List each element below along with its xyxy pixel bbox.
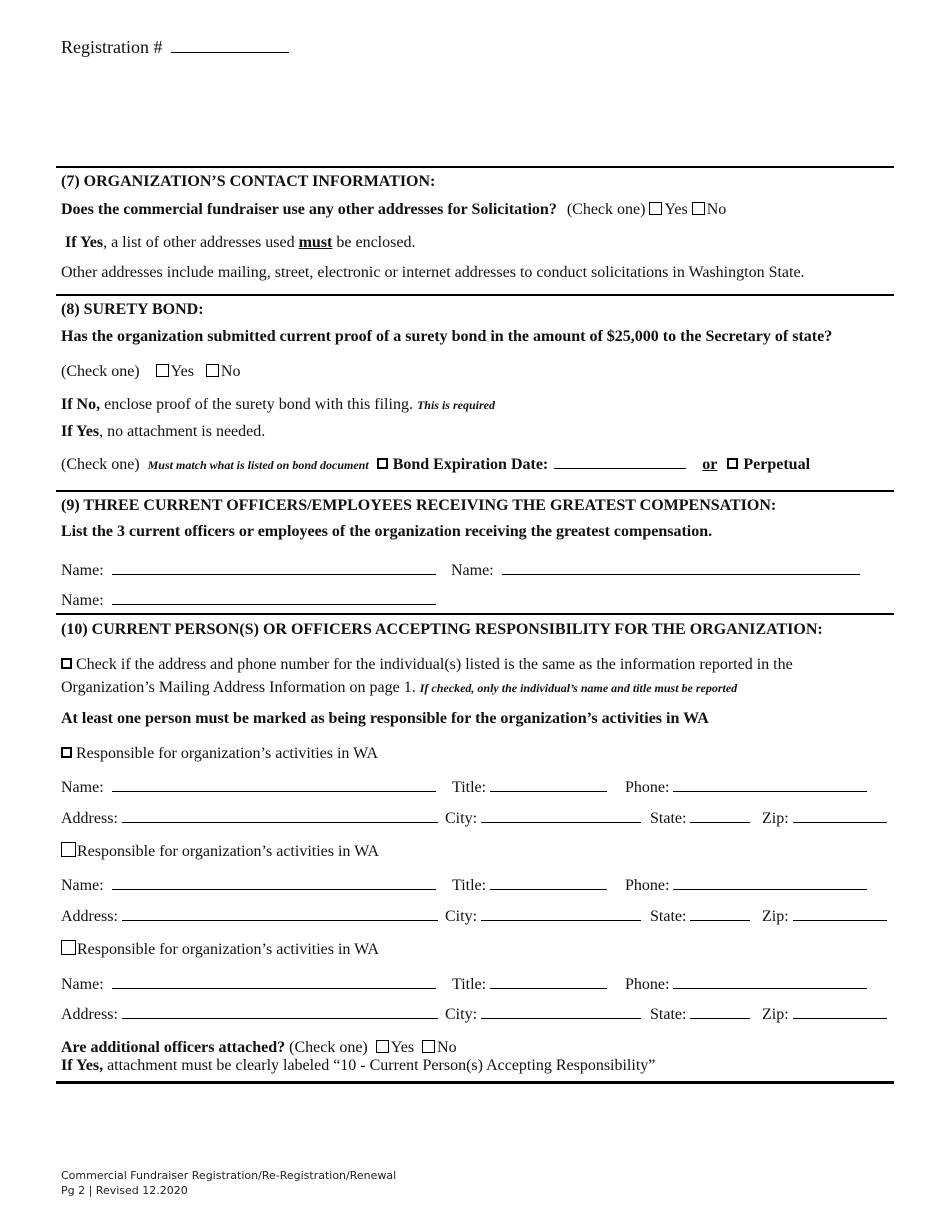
state-label: State: <box>650 810 687 827</box>
person-3-responsible-row <box>61 940 379 960</box>
person-1-state-row <box>650 807 750 829</box>
person-2-state-row <box>650 905 750 927</box>
s8-or: or <box>702 456 718 473</box>
person-3-title-row <box>452 973 607 995</box>
same-address-checkbox[interactable] <box>61 658 72 669</box>
zip-label: Zip: <box>762 908 789 925</box>
s7-question: Does the commercial fundraiser use any other addresses for Solicitation? <box>61 201 557 218</box>
address-label: Address: <box>61 810 118 827</box>
person-1-title-row <box>452 776 607 798</box>
s7-note: Other addresses include mailing, street, electronic or internet addresses to conduct solicitations in Washington State. <box>61 264 805 281</box>
s9-name-row-1b <box>451 559 860 581</box>
zip-label: Zip: <box>762 810 789 827</box>
s9-subtitle: List the 3 current officers or employees of the organization receiving the greatest compensation. <box>61 523 713 540</box>
person-3-state-field[interactable] <box>690 1003 750 1019</box>
s8-yes-label: Yes <box>170 363 194 380</box>
person-1-zip-row <box>762 807 887 829</box>
person-1-city-row <box>445 807 641 829</box>
s10-check-line1: Check if the address and phone number for the individual(s) listed is the same as the information reported in the <box>76 656 793 673</box>
address-label: Address: <box>61 1006 118 1023</box>
s8-if-no-bold: If No, <box>61 396 101 413</box>
person-1-address-row <box>61 807 438 829</box>
divider <box>56 490 894 492</box>
section-7-title: (7) ORGANIZATION’S CONTACT INFORMATION: <box>61 173 436 190</box>
person-1-name-field[interactable] <box>112 776 436 792</box>
responsible-label: Responsible for organization’s activities in WA <box>77 941 380 958</box>
s8-if-no-text: enclose proof of the surety bond with this filing. <box>100 396 417 413</box>
s7-if-yes-b: be enclosed. <box>332 234 416 251</box>
additional-yes-checkbox[interactable] <box>376 1040 389 1053</box>
bond-expiration-label: Bond Expiration Date: <box>392 456 549 473</box>
person-2-phone-field[interactable] <box>673 874 867 890</box>
additional-check-one: (Check one) <box>289 1039 368 1056</box>
perpetual-checkbox[interactable] <box>727 458 738 469</box>
person-3-name-row <box>61 973 436 995</box>
registration-number-row <box>61 36 289 58</box>
person-2-title-row <box>452 874 607 896</box>
s8-bond-row <box>61 453 810 475</box>
person-2-address-row <box>61 905 438 927</box>
divider <box>56 166 894 168</box>
city-label: City: <box>445 810 478 827</box>
s8-question: Has the organization submitted current proof of a surety bond in the amount of $25,000 to the Secretary of state? <box>61 328 833 345</box>
s9-name-field-2[interactable] <box>502 559 860 575</box>
s10-check-line2: Organization’s Mailing Address Information on page 1. <box>61 679 420 696</box>
responsible-label: Responsible for organization’s activities in WA <box>76 745 379 762</box>
additional-no-checkbox[interactable] <box>422 1040 435 1053</box>
registration-number-field[interactable] <box>171 37 289 53</box>
person-3-phone-field[interactable] <box>673 973 867 989</box>
phone-label: Phone: <box>625 877 670 894</box>
person-3-title-field[interactable] <box>490 973 607 989</box>
s9-name-row-1a <box>61 559 436 581</box>
person-3-city-field[interactable] <box>481 1003 641 1019</box>
person-2-name-field[interactable] <box>112 874 436 890</box>
person-3-zip-row <box>762 1003 887 1025</box>
s7-yes-label: Yes <box>664 201 688 218</box>
divider <box>56 1081 894 1084</box>
s8-if-no-row <box>61 395 495 415</box>
s7-no-checkbox[interactable] <box>692 202 705 215</box>
name-label: Name: <box>61 877 104 894</box>
title-label: Title: <box>452 877 487 894</box>
person-1-city-field[interactable] <box>481 807 641 823</box>
section-10-title: (10) CURRENT PERSON(S) OR OFFICERS ACCEPTING RESPONSIBILITY FOR THE ORGANIZATION: <box>61 621 823 638</box>
phone-label: Phone: <box>625 779 670 796</box>
s8-no-checkbox[interactable] <box>206 364 219 377</box>
s8-yes-checkbox[interactable] <box>156 364 169 377</box>
footer-line-1: Commercial Fundraiser Registration/Re-Registration/Renewal <box>61 1169 397 1182</box>
title-label: Title: <box>452 779 487 796</box>
s9-name-label: Name: <box>61 592 104 609</box>
person-3-address-field[interactable] <box>122 1003 438 1019</box>
city-label: City: <box>445 908 478 925</box>
s7-must: must <box>298 234 333 251</box>
name-label: Name: <box>61 976 104 993</box>
s9-name-field-3[interactable] <box>112 589 436 605</box>
additional-no-label: No <box>437 1039 457 1056</box>
person-2-name-row <box>61 874 436 896</box>
s8-if-yes-bold: If Yes <box>61 423 100 440</box>
divider <box>56 294 894 296</box>
person-3-phone-row <box>625 973 867 995</box>
person-3-zip-field[interactable] <box>793 1003 887 1019</box>
s7-if-yes-bold: If Yes <box>65 234 104 251</box>
s8-must-match: Must match what is listed on bond document <box>147 458 369 472</box>
s9-name-label: Name: <box>61 562 104 579</box>
person-2-title-field[interactable] <box>490 874 607 890</box>
s8-no-label: No <box>220 363 241 380</box>
s7-question-row <box>61 200 726 220</box>
additional-if-yes-text: attachment must be clearly labeled “10 - Current Person(s) Accepting Responsibility” <box>103 1057 656 1074</box>
person-1-zip-field[interactable] <box>793 807 887 823</box>
person-1-phone-row <box>625 776 867 798</box>
s9-name-field-1[interactable] <box>112 559 436 575</box>
additional-if-yes-row <box>61 1056 655 1076</box>
s7-check-one: (Check one) <box>566 201 646 218</box>
person-3-state-row <box>650 1003 750 1025</box>
divider <box>56 613 894 615</box>
s8-check-one-2: (Check one) <box>61 456 140 473</box>
section-8-title: (8) SURETY BOND: <box>61 301 204 318</box>
phone-label: Phone: <box>625 976 670 993</box>
footer <box>61 1168 396 1198</box>
s7-yes-checkbox[interactable] <box>649 202 662 215</box>
bond-expiration-field[interactable] <box>554 453 686 469</box>
person-1-state-field[interactable] <box>690 807 750 823</box>
title-label: Title: <box>452 976 487 993</box>
s7-no-label: No <box>706 201 727 218</box>
person-2-city-field[interactable] <box>481 905 641 921</box>
additional-yes-label: Yes <box>390 1039 415 1056</box>
s8-check-row <box>61 362 240 382</box>
s9-name-row-2 <box>61 589 436 611</box>
additional-question: Are additional officers attached? <box>61 1039 286 1056</box>
person-2-address-field[interactable] <box>122 905 438 921</box>
s10-same-address-row-2 <box>61 678 737 698</box>
state-label: State: <box>650 908 687 925</box>
bond-expiration-checkbox[interactable] <box>377 458 388 469</box>
name-label: Name: <box>61 779 104 796</box>
person-1-responsible-row <box>61 744 378 764</box>
s8-if-yes-text: , no attachment is needed. <box>99 423 266 440</box>
person-2-responsible-row <box>61 842 379 862</box>
person-2-state-field[interactable] <box>690 905 750 921</box>
section-9-title: (9) THREE CURRENT OFFICERS/EMPLOYEES RECEIVING THE GREATEST COMPENSATION: <box>61 497 777 514</box>
footer-line-2: Pg 2 | Revised 12.2020 <box>61 1184 188 1197</box>
s8-check-one: (Check one) <box>61 363 140 380</box>
person-3-name-field[interactable] <box>112 973 436 989</box>
state-label: State: <box>650 1006 687 1023</box>
person-3-address-row <box>61 1003 438 1025</box>
person-3-city-row <box>445 1003 641 1025</box>
person-2-zip-field[interactable] <box>793 905 887 921</box>
s10-check-note: If checked, only the individual’s name and title must be reported <box>419 681 738 695</box>
person-1-title-field[interactable] <box>490 776 607 792</box>
additional-if-yes-bold: If Yes, <box>61 1057 104 1074</box>
person-1-phone-field[interactable] <box>673 776 867 792</box>
person-1-address-field[interactable] <box>122 807 438 823</box>
s9-name-label: Name: <box>451 562 494 579</box>
s7-if-yes-a: , a list of other addresses used <box>103 234 299 251</box>
person-2-responsible-checkbox[interactable] <box>61 842 76 857</box>
person-1-responsible-checkbox[interactable] <box>61 747 72 758</box>
zip-label: Zip: <box>762 1006 789 1023</box>
s7-if-yes-row <box>65 233 415 253</box>
perpetual-label: Perpetual <box>743 456 811 473</box>
s10-at-least: At least one person must be marked as being responsible for the organization’s activities in WA <box>61 710 709 727</box>
person-1-name-row <box>61 776 436 798</box>
person-2-phone-row <box>625 874 867 896</box>
person-2-zip-row <box>762 905 887 927</box>
city-label: City: <box>445 1006 478 1023</box>
registration-label: Registration # <box>61 37 163 57</box>
responsible-label: Responsible for organization’s activities in WA <box>77 843 380 860</box>
s8-if-yes-row <box>61 422 265 442</box>
address-label: Address: <box>61 908 118 925</box>
s8-required: This is required <box>416 398 495 412</box>
additional-officers-row <box>61 1038 457 1058</box>
s10-same-address-row <box>61 655 793 675</box>
person-2-city-row <box>445 905 641 927</box>
person-3-responsible-checkbox[interactable] <box>61 940 76 955</box>
